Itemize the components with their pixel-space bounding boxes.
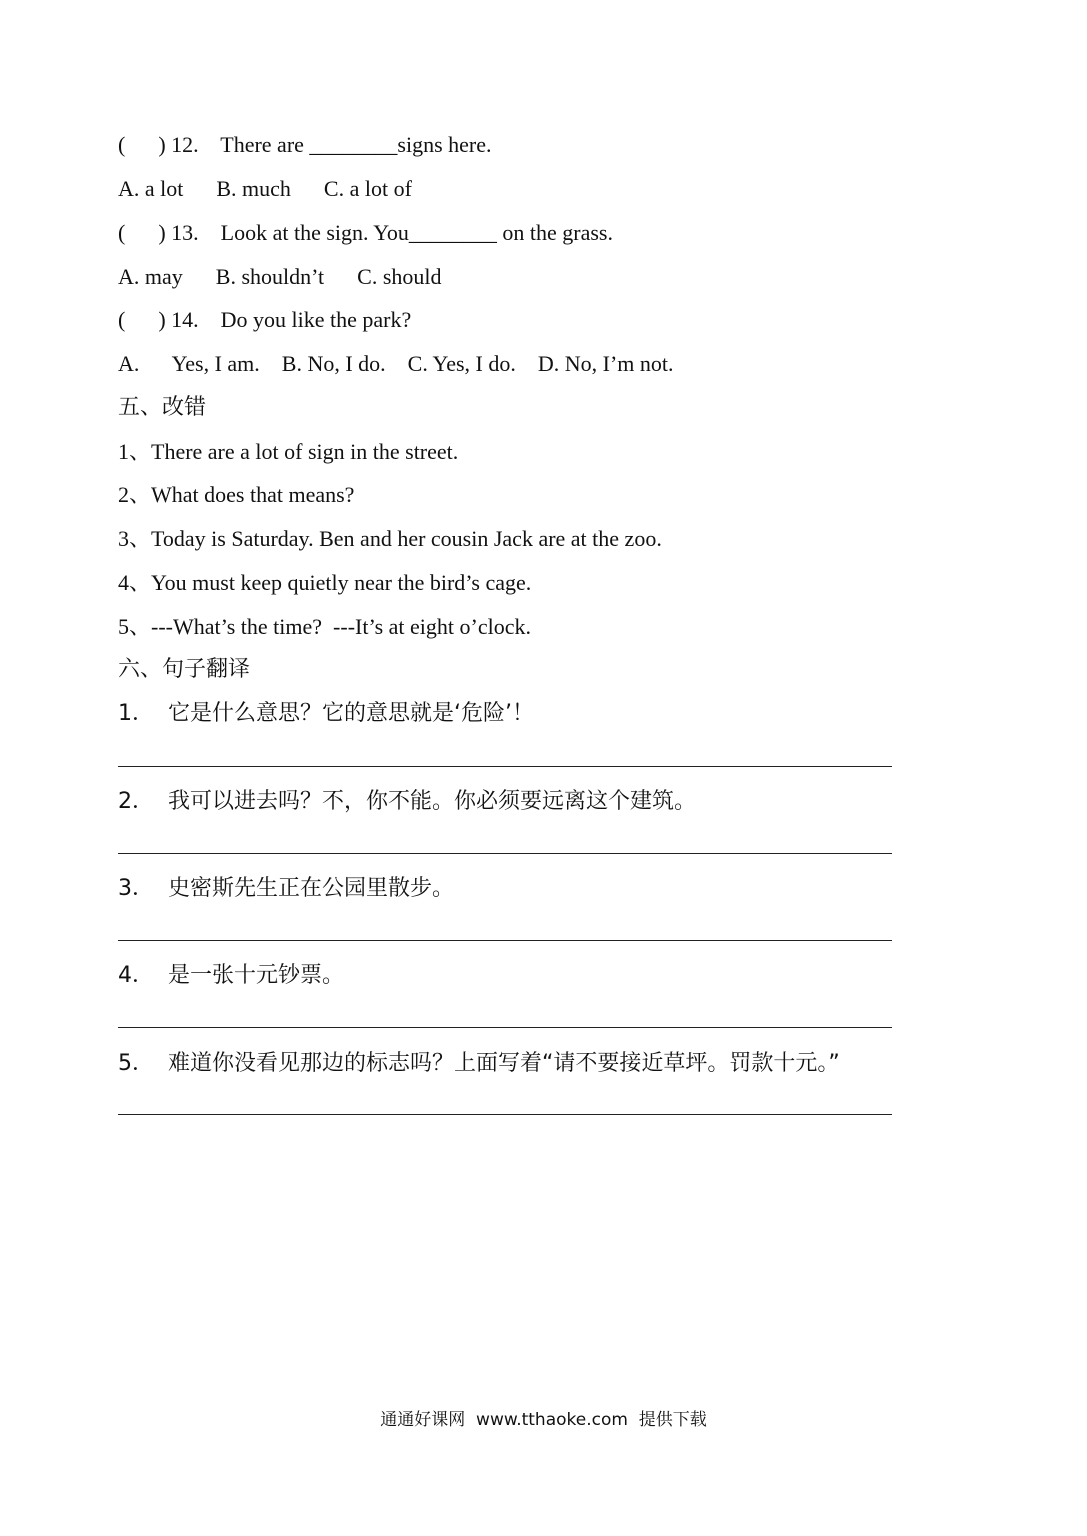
answer-line-1[interactable] [118, 766, 892, 767]
section6-heading: 六、句子翻译 [118, 657, 251, 682]
answer-line-5[interactable] [118, 1114, 892, 1115]
section5-item-1: 1、There are a lot of sign in the street. [118, 439, 459, 464]
section5-item-5: 5、---What’s the time? ---It’s at eight o’clock. [118, 614, 531, 639]
section6-item-2: 2． 我可以进去吗？不，你不能。你必须要远离这个建筑。 [118, 789, 696, 814]
question-12-options: A. a lot B. much C. a lot of [118, 176, 412, 201]
section5-heading: 五、改错 [118, 395, 207, 420]
question-13: ( ) 13. Look at the sign. You________ on the grass. [118, 220, 613, 245]
section6-item-5: 5． 难道你没看见那边的标志吗？上面写着“请不要接近草坪。罚款十元。” [118, 1051, 840, 1076]
section5-item-4: 4、You must keep quietly near the bird’s cage. [118, 570, 532, 595]
question-13-options: A. may B. shouldn’t C. should [118, 264, 442, 289]
question-14-options: A. Yes, I am. B. No, I do. C. Yes, I do. D. No, I’m not. [118, 351, 674, 376]
answer-line-3[interactable] [118, 940, 892, 941]
answer-line-2[interactable] [118, 853, 892, 854]
section6-item-1: 1． 它是什么意思？它的意思就是‘危险’！ [118, 701, 534, 726]
page-footer: 通通好课网 www.tthaoke.com 提供下载 [380, 1410, 707, 1430]
question-12: ( ) 12. There are ________signs here. [118, 132, 492, 157]
section5-item-3: 3、Today is Saturday. Ben and her cousin Jack are at the zoo. [118, 526, 662, 551]
question-14: ( ) 14. Do you like the park? [118, 307, 412, 332]
section6-item-3: 3． 史密斯先生正在公园里散步。 [118, 876, 454, 901]
section6-item-4: 4． 是一张十元钞票。 [118, 963, 344, 988]
answer-line-4[interactable] [118, 1027, 892, 1028]
section5-item-2: 2、What does that means? [118, 482, 355, 507]
